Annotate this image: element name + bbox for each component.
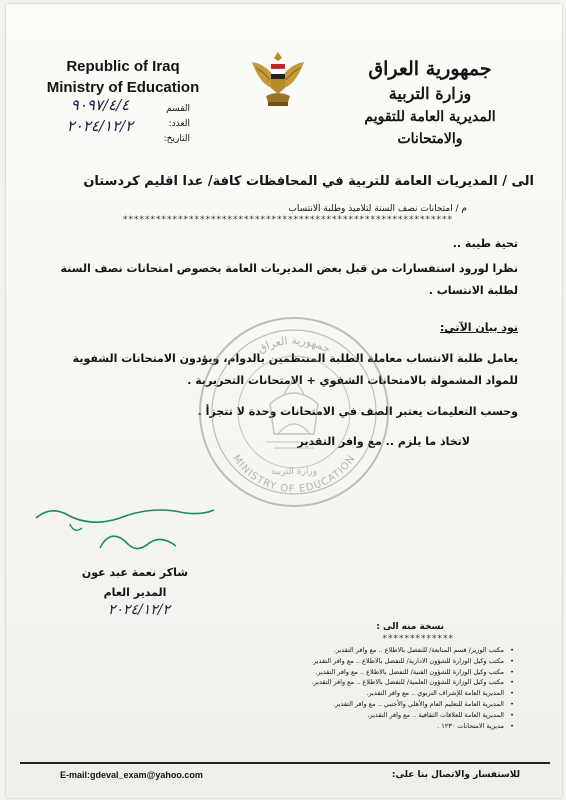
ministry-name: Ministry of Education — [46, 79, 200, 96]
copy-item: مكتب وكيل الوزارة للشؤون العلمية/ للتفضل بالاطلاع .. مع وافر التقدير. • — [134, 677, 514, 688]
copy-item: مكتب الوزير/ قسم المتابعة/ للتفضل بالاطلاع .. مع وافر التقدير. • — [134, 645, 514, 656]
directorate-name-ar: المديرية العامة للتقويم والامتحانات — [364, 109, 496, 147]
label-date: التاريخ: — [163, 134, 190, 144]
contact-email: E-mail:gdeval_exam@yahoo.com — [60, 770, 203, 780]
copy-item: مكتب وكيل الوزارة للشؤون الفنية/ للتفضل بالاطلاع .. مع وافر التقدير. • — [134, 667, 514, 678]
signer-title: المدير العام — [103, 586, 167, 599]
paragraph-rules: يعامل طلبة الانتساب معاملة الطلبة المنتظمين بالدوام، ويؤدون الامتحانات الشفوية للمواد المشمولة بالامتحانات الشفوي + الامتحانات التحريرية . — [72, 352, 518, 387]
handwritten-date: ٢٠٢٤/١٢/٢ — [66, 117, 134, 135]
subject-line: م / امتحانات نصف السنة لتلاميذ وطلبة الانتساب — [288, 204, 467, 214]
handwritten-signature — [30, 488, 220, 572]
stamp-top-text: جمهورية العراق — [255, 333, 333, 356]
clarification-heading: نود بيان الآتي: — [439, 321, 518, 334]
country-name-ar: جمهورية العراق — [368, 58, 492, 80]
greeting: تحية طيبة .. — [452, 237, 518, 250]
signature-date: ٢٠٢٤/١٢/٢ — [107, 602, 171, 618]
copies-stars: ************* — [382, 634, 454, 644]
paragraph-inquiries: نظرا لورود استفسارات من قبل بعض المديريات العامة بخصوص امتحانات نصف السنة لطلبة الانتساب . — [60, 262, 518, 297]
document-page — [6, 4, 562, 798]
contact-label: للاستفسار والاتصال بنا على: — [391, 770, 520, 780]
copy-item: المديرية العامة للإشراف التربوي .. مع وافر التقدير. • — [134, 688, 514, 699]
closing-line: لاتخاذ ما يلزم .. مع وافر التقدير — [297, 435, 470, 448]
copy-item: مكتب وكيل الوزارة للشؤون الادارية/ للتفضل بالاطلاع .. مع وافر التقدير. • — [134, 656, 514, 667]
ministry-stamp — [196, 314, 392, 514]
label-department: القسم — [166, 104, 190, 114]
stamp-arabic-bottom: وزارة التربية — [270, 467, 318, 477]
page-footer — [20, 762, 550, 780]
copies-title: نسخة منه الى : — [376, 622, 444, 632]
label-number: العدد: — [168, 119, 190, 129]
english-letterhead — [38, 56, 208, 98]
arabic-letterhead — [330, 56, 530, 150]
copy-item: المديرية العامة للعلاقات الثقافية .. مع وافر التقدير. • — [134, 710, 514, 721]
copies-list — [134, 645, 514, 731]
country-name: Republic of Iraq — [66, 58, 180, 75]
reference-values — [44, 96, 156, 136]
ministry-name-ar: وزارة التربية — [388, 84, 472, 103]
paragraph-instructions: وحسب التعليمات يعتبر الصف في الامتحانات وحدة لا تتجزأ . — [197, 405, 518, 418]
handwritten-number: ٩٠٩٧/٤/٤ — [70, 96, 130, 114]
stamp-bottom-text: MINISTRY OF EDUCATION — [230, 453, 358, 496]
separator-stars: ************************************************************ — [123, 215, 453, 225]
iraq-eagle-emblem — [246, 48, 310, 114]
svg-text:جمهورية العراق — [256, 334, 333, 356]
copy-item: مديرية الامتحانات ١٢٣٠ . • — [134, 721, 514, 732]
signer-name: شاكر نعمة عبد عون — [81, 566, 189, 579]
copy-item: المديرية العامة للتعليم العام والأهلي والأجنبي .. مع وافر التقدير. • — [134, 699, 514, 710]
recipients-line: الى / المديريات العامة للتربية في المحافظات كافة/ عدا اقليم كردستان — [83, 174, 534, 189]
